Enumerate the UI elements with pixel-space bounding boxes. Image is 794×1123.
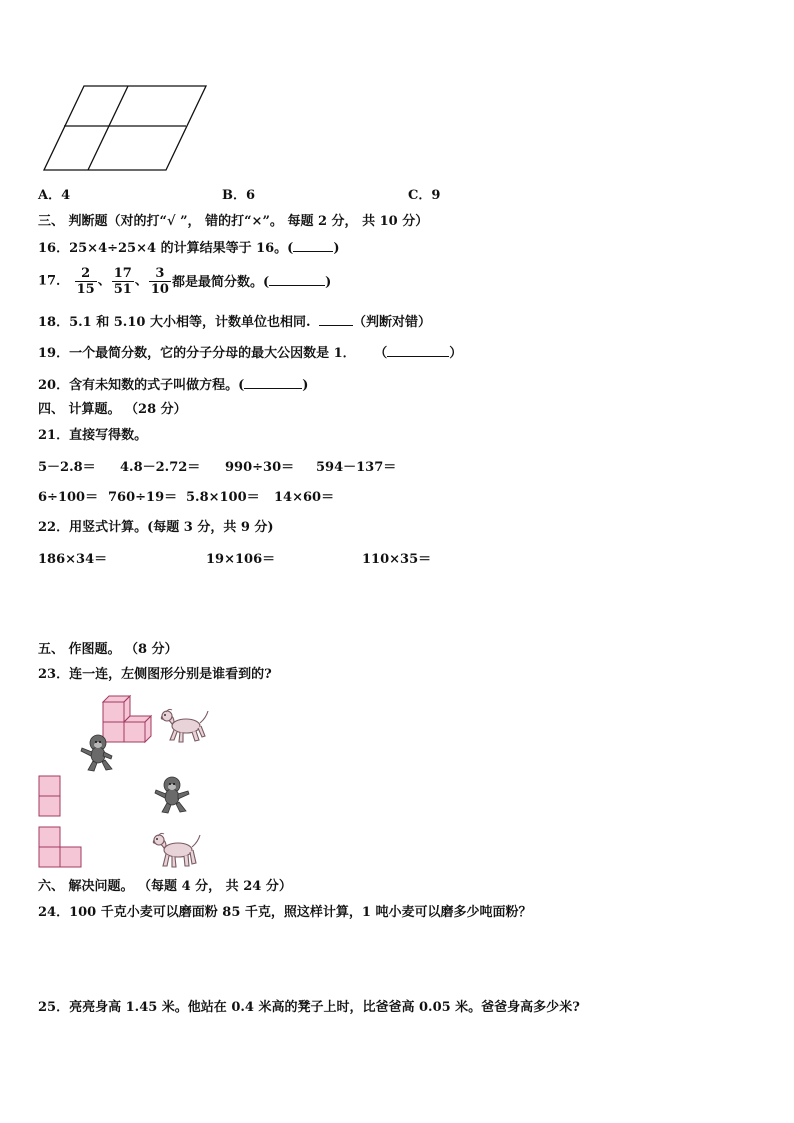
question-19-open: （ <box>374 346 388 361</box>
separator: 、 <box>134 273 148 289</box>
question-17-close: ) <box>325 274 332 290</box>
fraction-denominator: 51 <box>113 282 132 297</box>
separator: 、 <box>97 273 111 289</box>
question-20 <box>38 376 308 394</box>
calc-item: 6÷100＝ <box>38 490 99 505</box>
parallelogram-figure <box>40 84 210 174</box>
question-19 <box>38 344 462 362</box>
fraction <box>75 266 97 297</box>
section-4-heading: 四、 计算题。 （28 分） <box>38 402 187 417</box>
question-19-close: ） <box>449 346 463 361</box>
calc-item: 760÷19＝ <box>108 490 178 505</box>
monkey-icon <box>152 774 192 816</box>
vertical-calc-item: 19×106＝ <box>206 552 276 567</box>
question-21-title: 21．直接写得数。 <box>38 428 148 443</box>
fraction <box>112 266 134 297</box>
question-16-close: ) <box>333 241 340 256</box>
option-b: B．6 <box>222 188 256 203</box>
answer-blank[interactable] <box>387 344 449 357</box>
fraction-denominator: 10 <box>150 282 169 297</box>
calc-item: 594－137＝ <box>316 460 397 475</box>
question-20-close: ) <box>302 378 309 393</box>
calc-item: 990÷30＝ <box>225 460 295 475</box>
calc-item: 4.8－2.72＝ <box>120 460 201 475</box>
fraction-numerator: 3 <box>149 266 171 282</box>
question-18-suffix: （判断对错） <box>353 315 432 330</box>
vertical-calc-item: 186×34＝ <box>38 552 108 567</box>
view-figure-2 <box>38 826 84 870</box>
question-18-text: 18．5.1 和 5.10 大小相等，计数单位也相同. <box>38 315 311 330</box>
calc-item: 14×60＝ <box>274 490 335 505</box>
fraction-numerator: 17 <box>113 266 132 281</box>
dog-icon <box>150 828 202 870</box>
monkey-icon <box>78 732 118 774</box>
section-3-heading: 三、 判断题（对的打“√ ”， 错的打“×”。 每题 2 分， 共 10 分） <box>38 214 429 229</box>
question-17-number: 17． <box>38 273 70 289</box>
answer-blank[interactable] <box>293 239 333 252</box>
question-16 <box>38 239 340 257</box>
section-5-heading: 五、 作图题。 （8 分） <box>38 642 178 657</box>
question-18 <box>38 313 431 331</box>
question-17-text: 都是最简分数。( <box>171 274 270 290</box>
question-19-text: 19．一个最简分数，它的分子分母的最大公因数是 1． <box>38 346 356 361</box>
section-6-heading: 六、 解决问题。 （每题 4 分， 共 24 分） <box>38 879 292 894</box>
question-17 <box>38 266 331 297</box>
fraction-denominator: 15 <box>76 282 95 297</box>
question-23-title: 23．连一连，左侧图形分别是谁看到的? <box>38 667 272 682</box>
view-figure-1 <box>38 775 62 819</box>
question-22-title: 22．用竖式计算。(每题 3 分，共 9 分) <box>38 520 274 535</box>
option-a: A．4 <box>38 188 71 203</box>
question-25: 25．亮亮身高 1.45 米。他站在 0.4 米高的凳子上时，比爸爸高 0.05 米。爸爸身高多少米? <box>38 1000 580 1015</box>
answer-blank[interactable] <box>269 273 325 286</box>
calc-item: 5.8×100＝ <box>186 490 260 505</box>
answer-blank[interactable] <box>319 313 353 326</box>
option-c: C．9 <box>408 188 441 203</box>
question-20-text: 20．含有未知数的式子叫做方程。( <box>38 378 245 393</box>
answer-blank[interactable] <box>244 376 302 389</box>
fraction <box>149 266 171 297</box>
dog-icon <box>158 704 210 746</box>
fraction-numerator: 2 <box>75 266 97 282</box>
vertical-calc-item: 110×35＝ <box>362 552 432 567</box>
question-16-text: 16．25×4÷25×4 的计算结果等于 16。( <box>38 241 294 256</box>
question-24: 24．100 千克小麦可以磨面粉 85 千克，照这样计算，1 吨小麦可以磨多少吨面粉？ <box>38 905 532 920</box>
calc-item: 5－2.8＝ <box>38 460 96 475</box>
